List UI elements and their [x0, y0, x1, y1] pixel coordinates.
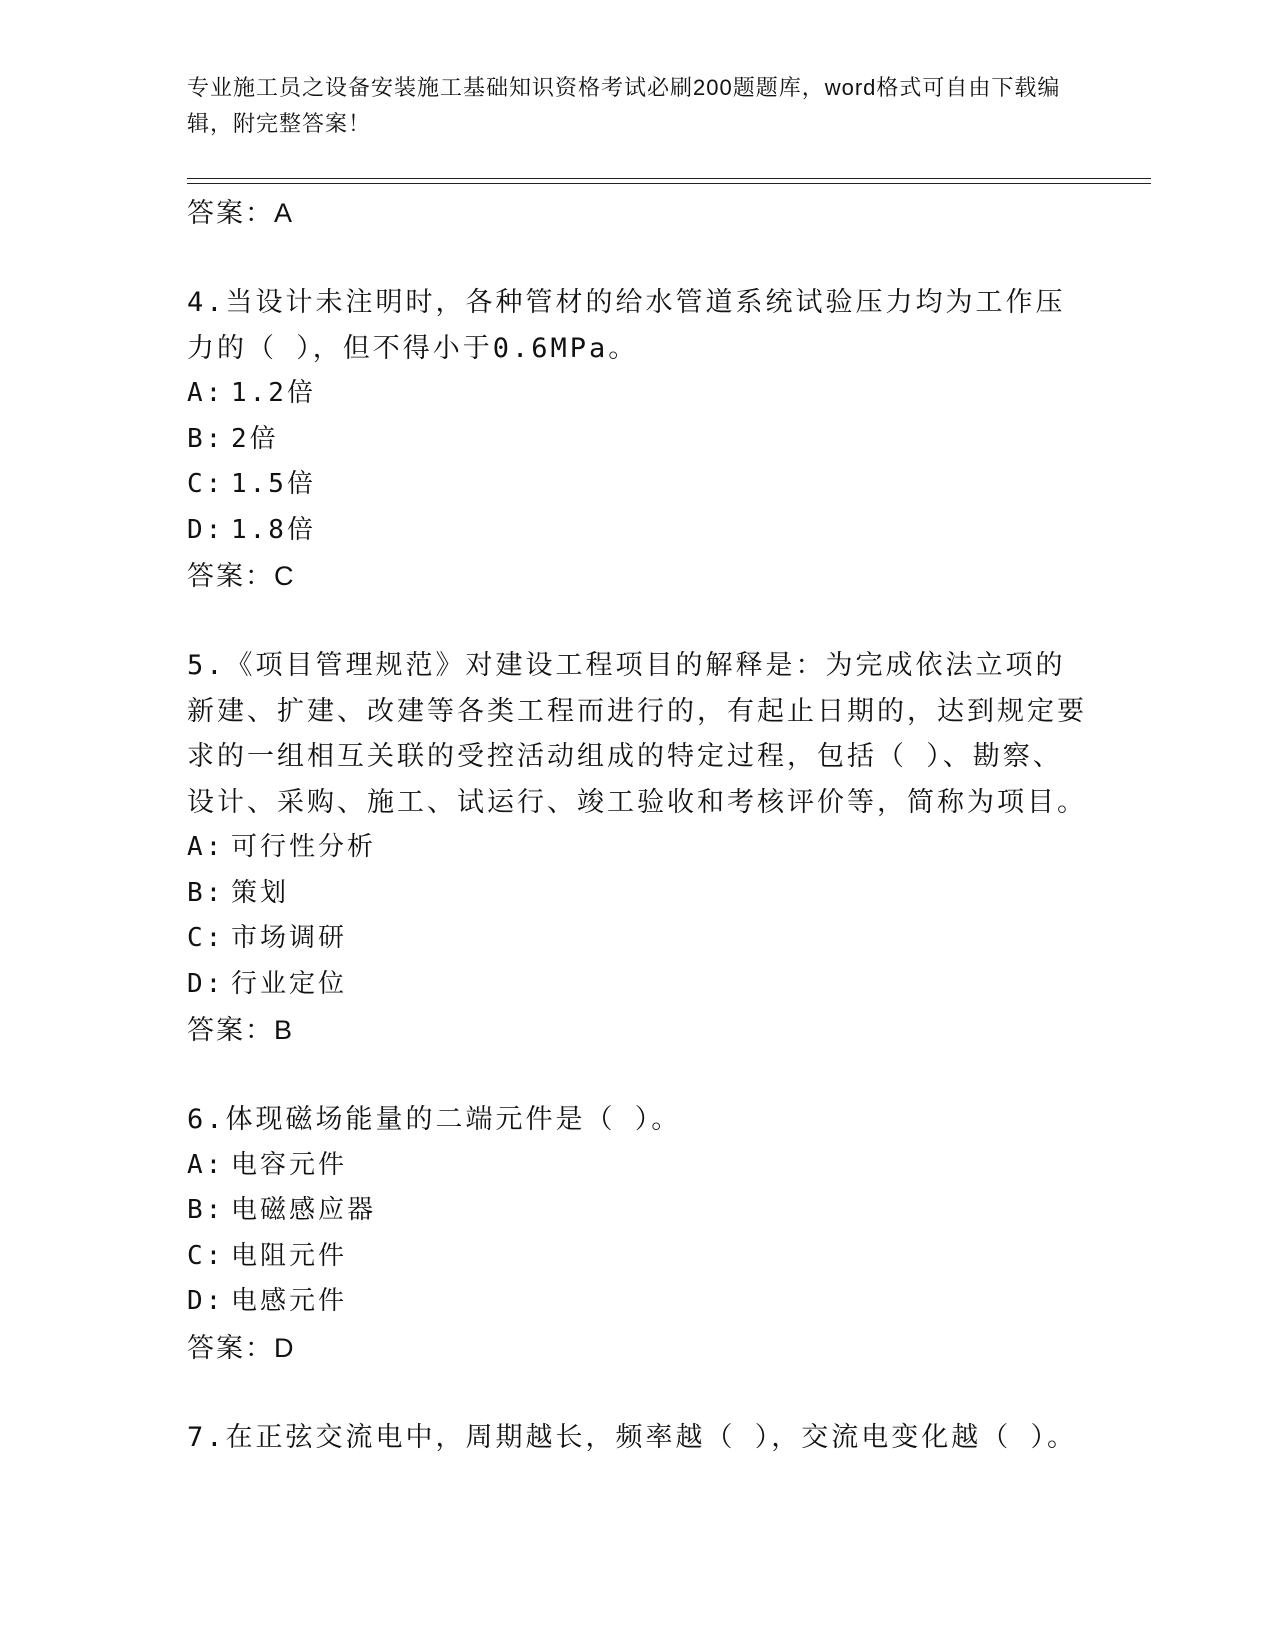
option-letter: D:: [187, 514, 225, 545]
option-text: 可行性分析: [231, 832, 377, 862]
option-c: [187, 916, 1087, 962]
question-block: [187, 280, 1087, 599]
option-letter: D:: [187, 968, 225, 999]
option-d: [187, 508, 1087, 554]
answer-line: 答案：C: [187, 561, 296, 591]
option-letter: B:: [187, 877, 225, 908]
option-text: 1.2倍: [231, 378, 316, 408]
option-text: 1.5倍: [231, 469, 316, 499]
option-text: 行业定位: [231, 968, 348, 999]
answer-line: 答案：A: [187, 198, 295, 228]
question-block: [187, 1097, 1087, 1371]
option-letter: C:: [187, 1240, 225, 1271]
option-letter: B:: [187, 423, 225, 454]
option-letter: A:: [187, 832, 225, 862]
option-a: [187, 371, 1087, 417]
option-a: [187, 1143, 1087, 1189]
question-text: 4.当设计未注明时，各种管材的给水管道系统试验压力均为工作压力的（ ），但不得小于0.6MPa。: [187, 287, 1066, 364]
option-text: 市场调研: [231, 923, 348, 953]
header-rule-top: [187, 178, 1151, 179]
option-letter: A:: [187, 378, 225, 408]
question-text: 6.体现磁场能量的二端元件是（ ）。: [187, 1104, 682, 1135]
document-body: [187, 190, 1087, 1460]
option-c: [187, 1234, 1087, 1280]
option-d: [187, 1279, 1087, 1325]
answer-line: 答案：D: [187, 1332, 296, 1363]
option-letter: A:: [187, 1149, 225, 1180]
question-block: [187, 1415, 1087, 1461]
header-rule-bottom: [187, 183, 1151, 184]
option-text: 电阻元件: [231, 1240, 348, 1271]
option-b: [187, 417, 1087, 463]
option-letter: D:: [187, 1286, 225, 1316]
option-a: [187, 825, 1087, 871]
option-b: [187, 1188, 1087, 1234]
option-letter: C:: [187, 923, 225, 953]
option-b: [187, 871, 1087, 917]
question-text: 5.《项目管理规范》对建设工程项目的解释是：为完成依法立项的新建、扩建、改建等各类工程而进行的，有起止日期的，达到规定要求的一组相互关联的受控活动组成的特定过程，包括（ ）、勘察、设计、采购、施工、试运行、竣工验收和考核评价等，简称为项目。: [187, 650, 1087, 818]
option-text: 电感元件: [231, 1286, 348, 1316]
question-text: 7.在正弦交流电中，周期越长，频率越（ ），交流电变化越（ ）。: [187, 1421, 1078, 1453]
question-block: [187, 643, 1087, 1053]
answer-line: 答案：B: [187, 1015, 295, 1045]
option-text: 1.8倍: [231, 514, 316, 545]
option-text: 电容元件: [231, 1149, 348, 1180]
option-text: 电磁感应器: [231, 1195, 377, 1225]
option-letter: C:: [187, 469, 225, 499]
option-text: 策划: [231, 877, 290, 908]
option-d: [187, 962, 1087, 1008]
option-letter: B:: [187, 1195, 225, 1225]
header-title: 专业施工员之设备安装施工基础知识资格考试必刷200题题库，word格式可自由下载编辑，附完整答案！: [187, 75, 1061, 136]
option-text: 2倍: [231, 423, 279, 454]
page-header: [187, 70, 1087, 142]
option-c: [187, 462, 1087, 508]
